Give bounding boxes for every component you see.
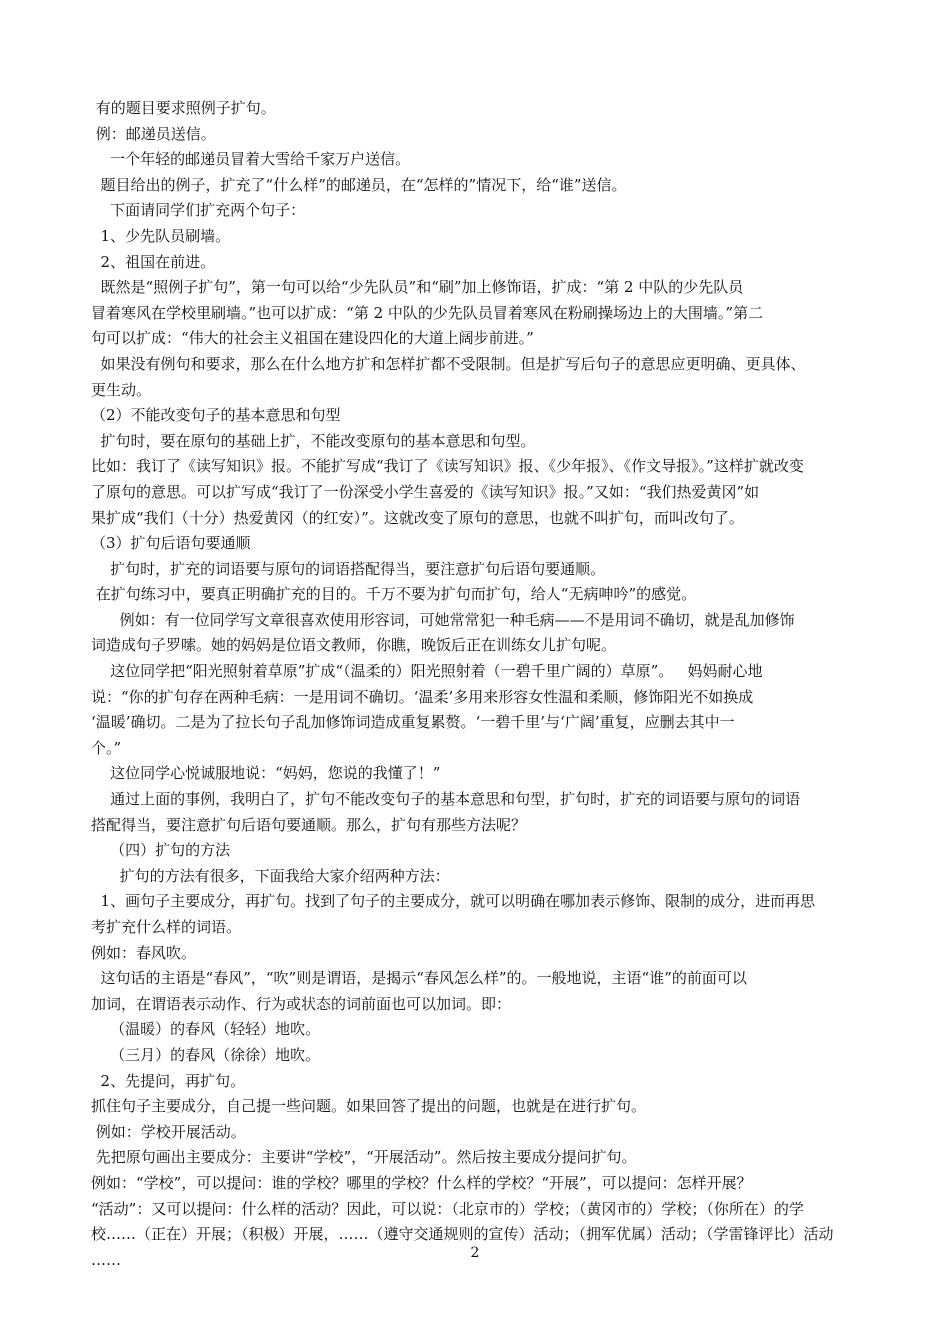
text-line: （2）不能改变句子的基本意思和句型 bbox=[91, 406, 341, 425]
text-line: 题目给出的例子，扩充了“什么样”的邮递员，在“怎样的”情况下，给“谁”送信。 bbox=[91, 175, 627, 194]
text-line: 例如：学校开展活动。 bbox=[91, 1122, 246, 1141]
text-line: 扩句时，要在原句的基础上扩，不能改变原句的基本意思和句型。 bbox=[91, 431, 536, 450]
text-line: 词造成句子罗嗦。她的妈妈是位语文教师，你瞧，晚饭后正在训练女儿扩句呢。 bbox=[91, 636, 617, 655]
text-line: 在扩句练习中，要真正明确扩充的目的。千万不要为扩句而扩句，给人“无病呻吟”的感觉。 bbox=[91, 585, 697, 604]
text-line: 考扩充什么样的词语。 bbox=[91, 918, 242, 936]
text-line: 说：“你的扩句存在两种毛病：一是用词不确切。‘温柔’多用来形容女性温和柔顺，修饰阳光不如换成 bbox=[91, 687, 754, 706]
text-line: 了原句的意思。可以扩写成“我订了一份深受小学生喜爱的《读写知识》报。”又如：“我们热爱黄冈”如 bbox=[91, 482, 760, 501]
text-line: 句可以扩成：“伟大的社会主义祖国在建设四化的大道上阔步前进。” bbox=[91, 329, 534, 348]
text-line: 例：邮递员送信。 bbox=[91, 124, 216, 143]
page-number: 2 bbox=[470, 1245, 480, 1261]
text-line: …… bbox=[91, 1250, 121, 1269]
text-line: 比如：我订了《读写知识》报。不能扩写成“我订了《读写知识》报、《少年报》、《作文导报》。”这样扩就改变 bbox=[91, 457, 804, 476]
text-line: 抓住句子主要成分，自己提一些问题。如果回答了提出的问题，也就是在进行扩句。 bbox=[91, 1097, 647, 1116]
text-line: 例如：有一位同学写文章很喜欢使用形容词，可她常常犯一种毛病——不是用词不确切，就是乱加修饰 bbox=[91, 610, 795, 629]
text-line: （四）扩句的方法 bbox=[91, 841, 231, 860]
text-line: 校……（正在）开展；（积极）开展，……（遵守交通规则的宣传）活动；（拥军优属）活动；（学雷锋评比）活动 bbox=[91, 1225, 834, 1244]
text-line: 2、先提问，再扩句。 bbox=[91, 1071, 246, 1090]
text-line: （三月）的春风（徐徐）地吹。 bbox=[91, 1045, 321, 1064]
text-line: 这句话的主语是“春风”，“吹”则是谓语，是揭示“春风怎么样”的。一般地说，主语“谁”的前面可以 bbox=[91, 969, 747, 988]
text-line: 2、祖国在前进。 bbox=[91, 252, 216, 271]
text-line: 更生动。 bbox=[91, 380, 152, 399]
text-line: 既然是“照例子扩句”，第一句可以给“少先队员”和“刷”加上修饰语，扩成：“第 2 中队的少先队员 bbox=[91, 278, 744, 297]
text-line: 这位同学心悦诚服地说：“妈妈，您说的我懂了！” bbox=[91, 764, 441, 783]
document-body bbox=[91, 96, 861, 1273]
text-line: 1、少先队员刷墙。 bbox=[91, 226, 231, 245]
text-line: 有的题目要求照例子扩句。 bbox=[91, 99, 276, 117]
text-line: 1、画句子主要成分，再扩句。找到了句子的主要成分，就可以明确在哪加表示修饰、限制的成分，进而再思 bbox=[91, 892, 816, 911]
text-line: 果扩成“我们（十分）热爱黄冈（的红安）”。这就改变了原句的意思，也就不叫扩句，而叫改句了。 bbox=[91, 508, 744, 527]
text-line: 下面请同学们扩充两个句子： bbox=[91, 201, 306, 220]
text-line: 例如：“学校”，可以提问：谁的学校？哪里的学校？什么样的学校？“开展”，可以提问：怎样开展？ bbox=[91, 1173, 752, 1192]
text-line: 加词，在谓语表示动作、行为或状态的词前面也可以加词。即： bbox=[91, 994, 512, 1013]
text-line: 先把原句画出主要成分：主要讲“学校”，“开展活动”。然后按主要成分提问扩句。 bbox=[91, 1148, 637, 1167]
text-line: 扩句时，扩充的词语要与原句的词语搭配得当，要注意扩句后语句要通顺。 bbox=[91, 559, 606, 578]
text-line: （3）扩句后语句要通顺 bbox=[91, 534, 251, 553]
text-line: 通过上面的事例，我明白了，扩句不能改变句子的基本意思和句型，扩句时，扩充的词语要与原句的词语 bbox=[91, 790, 801, 809]
text-line: （温暖）的春风（轻轻）地吹。 bbox=[91, 1020, 321, 1039]
text-line: 搭配得当，要注意扩句后语句要通顺。那么，扩句有那些方法呢？ bbox=[91, 815, 527, 834]
text-line: 冒着寒风在学校里刷墙。”也可以扩成：“第 2 中队的少先队员冒着寒风在粉刷操场边上的大围墙。”第二 bbox=[91, 303, 764, 322]
text-line: 例如：春风吹。 bbox=[91, 943, 197, 962]
text-line: ‘温暖’确切。二是为了拉长句子乱加修饰词造成重复累赘。‘一碧千里’与‘广阔’重复，应删去其中一 bbox=[91, 713, 735, 732]
text-line: 这位同学把“阳光照射着草原”扩成“（温柔的）阳光照射着（一碧千里广阔的）草原”。 妈妈耐心地 bbox=[91, 662, 763, 681]
text-line: 如果没有例句和要求，那么在什么地方扩和怎样扩都不受限制。但是扩写后句子的意思应更明确、更具体、 bbox=[91, 354, 806, 373]
text-line: 一个年轻的邮递员冒着大雪给千家万户送信。 bbox=[91, 150, 411, 169]
text-line: 扩句的方法有很多，下面我给大家介绍两种方法： bbox=[91, 866, 450, 885]
text-line: 个。” bbox=[91, 738, 122, 757]
text-line: “活动”：又可以提问：什么样的活动？因此，可以说：（北京市的）学校；（黄冈市的）学校；（你所在）的学 bbox=[91, 1199, 804, 1218]
